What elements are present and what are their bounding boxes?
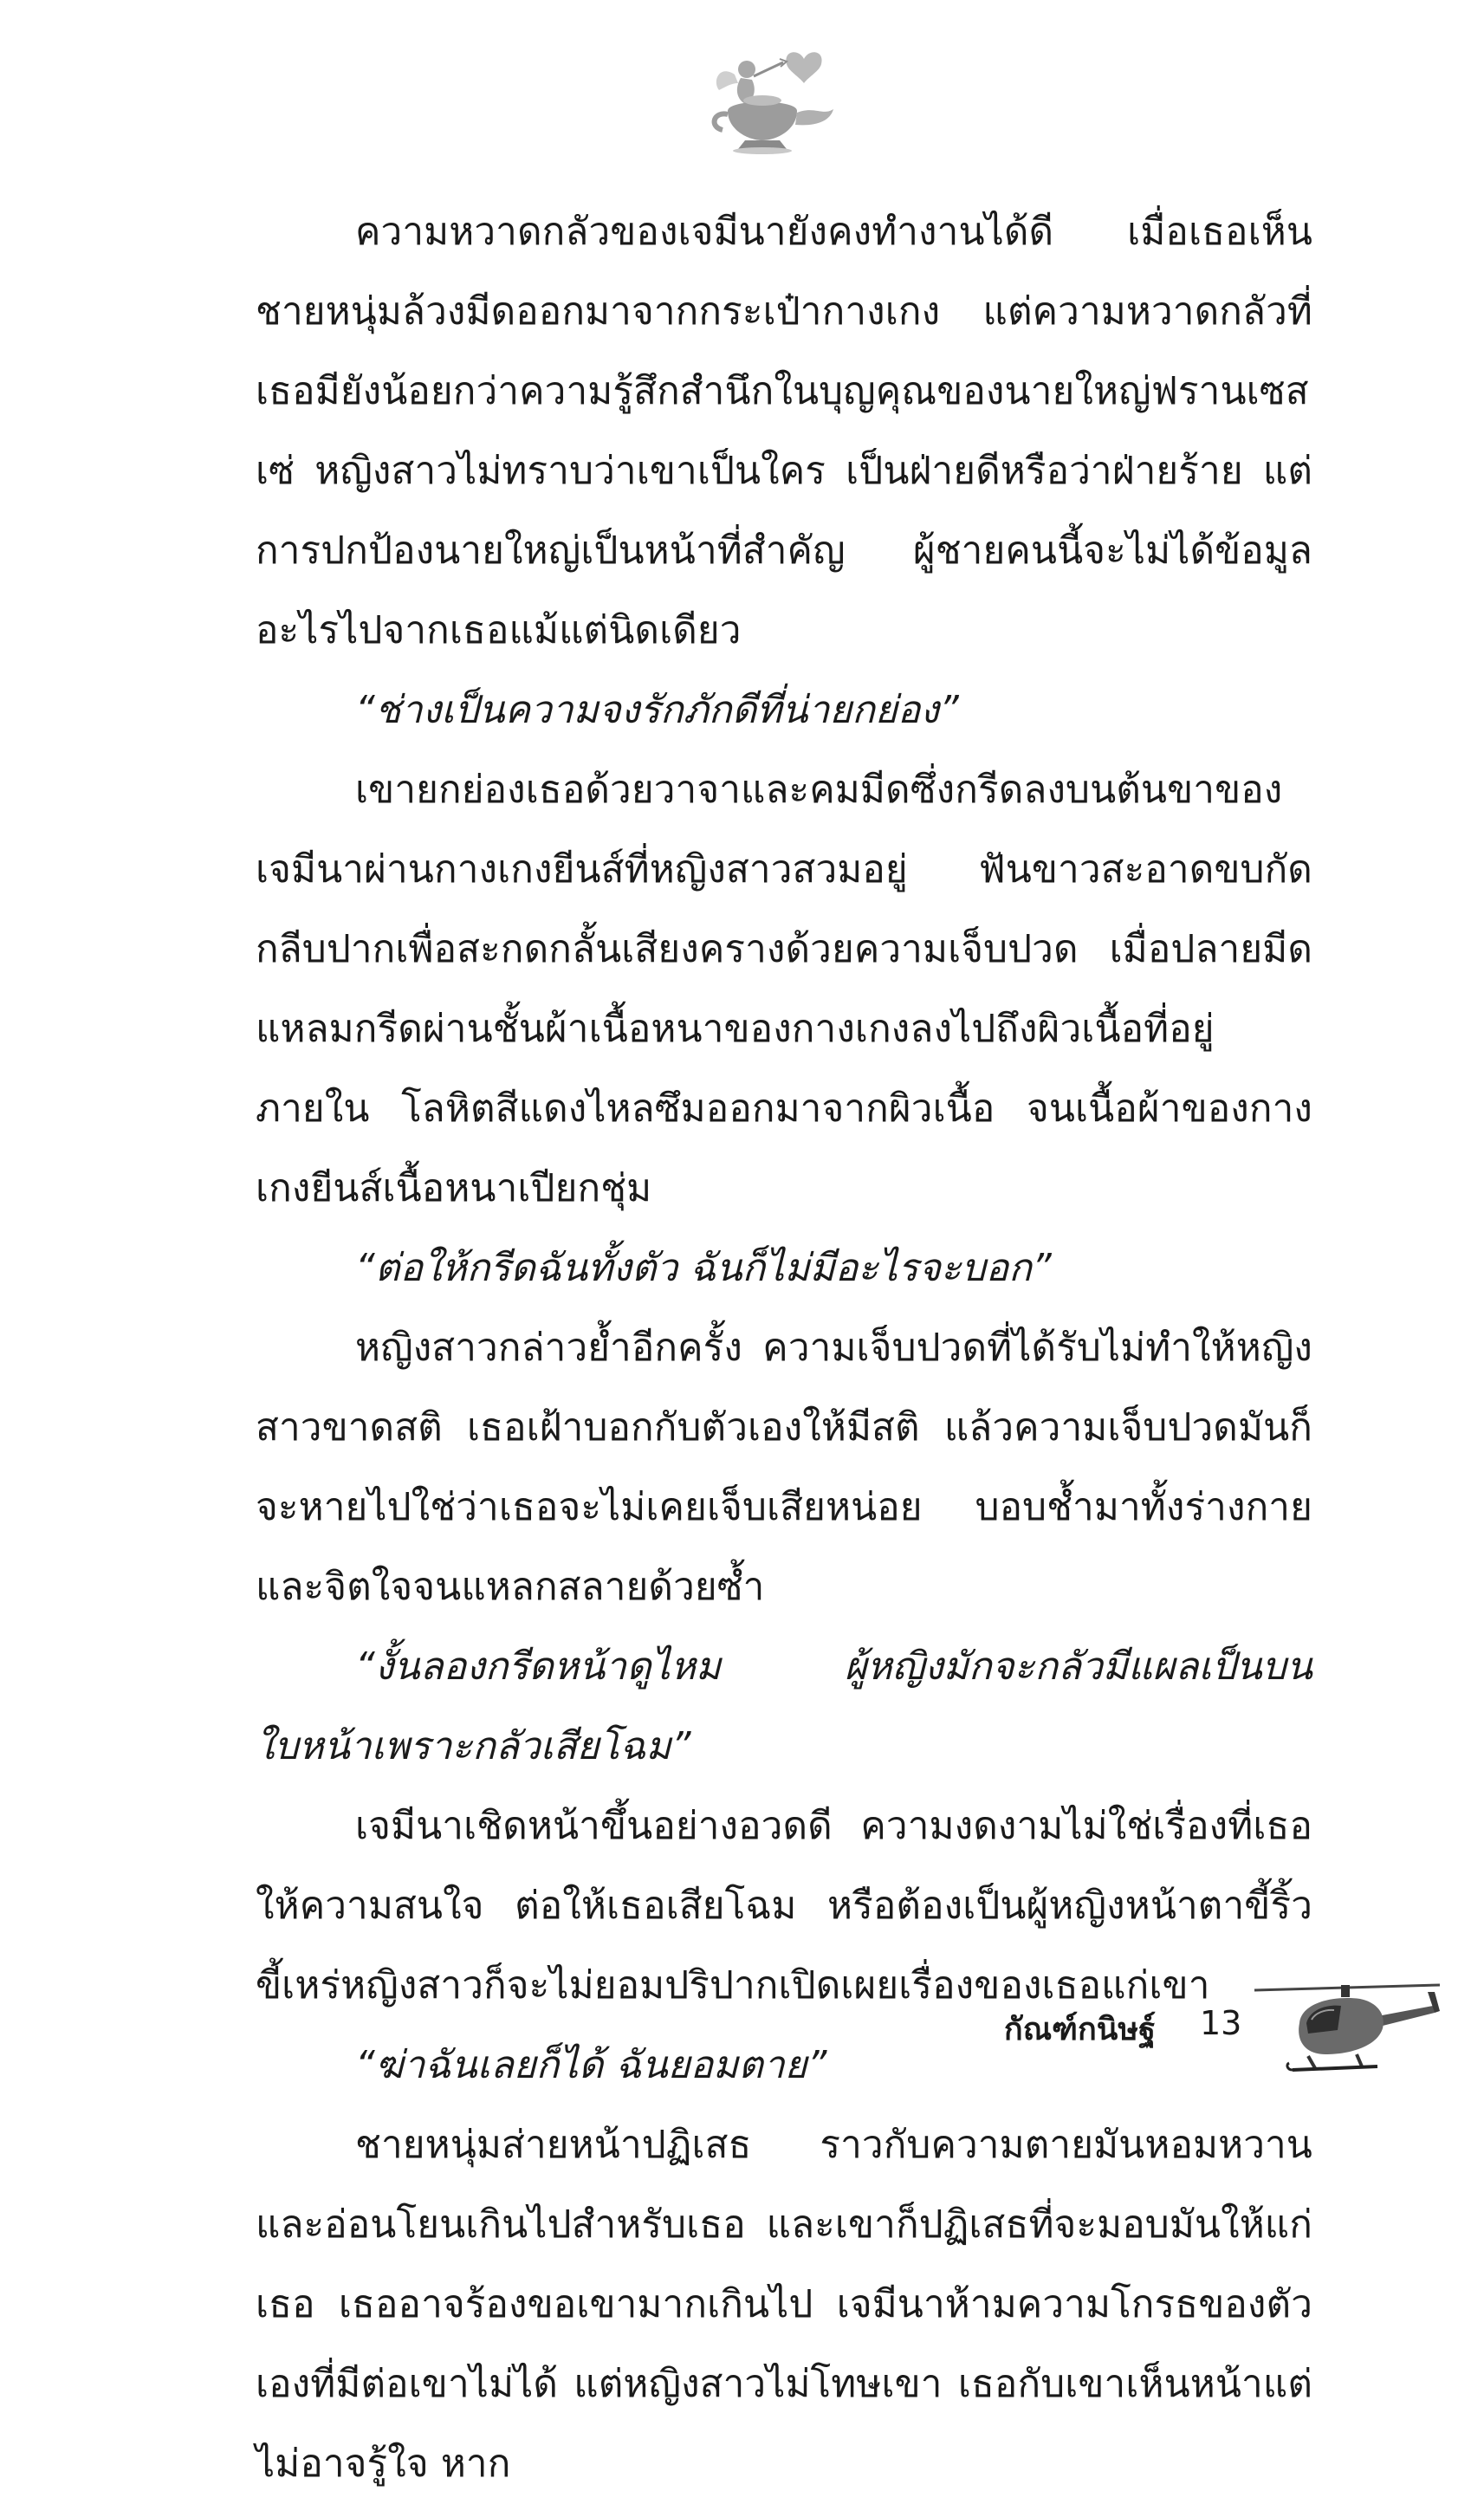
dialogue-line: “ช่างเป็นความจงรักภักดีที่น่ายกย่อง” [355,688,959,732]
paragraph: เขายกย่องเธอด้วยวาจาและคมมีดซึ่งกรีดลงบนต้นขาของเจมีนาผ่านกางเกงยีนส์ที่หญิงสาวสวมอยู่ ฟันขาวสะอาดขบกัดกลีบปากเพื่อสะกดกลั้นเสียงครางด้วยความเจ็บปวด เมื่อปลายมีดแหลมกรีดผ่านชั้นผ้าเนื้อหนาของกางเกงลงไปถึงผิวเนื้อที่อยู่ภายใน โลหิตสีแดงไหลซึมออกมาจากผิวเนื้อ จนเนื้อผ้าของกางเกงยีนส์เนื้อหนาเปียกชุ่ม [256,768,1312,1210]
dialogue-line: “ต่อให้กรีดฉันทั้งตัว ฉันก็ไม่มีอะไรจะบอก” [355,1246,1052,1290]
book-title: กัณฑ์กนิษฐ์ [1003,2012,1156,2047]
dialogue-line: “ฆ่าฉันเลยก็ได้ ฉันยอมตาย” [355,2043,827,2087]
helicopter-icon [1247,1971,1447,2084]
page-number: 13 [1200,2004,1242,2042]
paragraph: หญิงสาวกล่าวย้ำอีกครั้ง ความเจ็บปวดที่ได้รับไม่ทำให้หญิงสาวขาดสติ เธอเฝ้าบอกกับตัวเองให้มีสติ แล้วความเจ็บปวดมันก็จะหายไปใช่ว่าเธอจะไม่เคยเจ็บเสียหน่อย บอบช้ำมาทั้งร่างกายและจิตใจจนแหลกสลายด้วยซ้ำ [256,1326,1312,1609]
paragraph: ความหวาดกลัวของเจมีนายังคงทำงานได้ดี เมื่อเธอเห็นชายหนุ่มล้วงมีดออกมาจากกระเป๋ากางเกง แต่ความหวาดกลัวที่เธอมียังน้อยกว่าความรู้สึกสำนึกในบุญคุณของนายใหญ่ฟรานเซสเซ่ หญิงสาวไม่ทราบว่าเขาเป็นใคร เป็นฝ่ายดีหรือว่าฝ่ายร้าย แต่การปกป้องนายใหญ่เป็นหน้าที่สำคัญ ผู้ชายคนนี้จะไม่ได้ข้อมูลอะไรไปจากเธอแม้แต่นิดเดียว [256,210,1312,652]
page-footer [901,1971,1421,2084]
paragraph: เจมีนาเชิดหน้าขึ้นอย่างอวดดี ความงดงามไม่ใช่เรื่องที่เธอให้ความสนใจ ต่อให้เธอเสียโฉม หรือต้องเป็นผู้หญิงหน้าตาขี้ริ้วขี้เหร่หญิงสาวก็จะไม่ยอมปริปากเปิดเผยเรื่องของเธอแก่เขา [256,1804,1312,2008]
cupid-teapot-ornament-icon [693,43,849,156]
body-text [256,192,1312,2504]
dialogue-line: “งั้นลองกรีดหน้าดูไหม ผู้หญิงมักจะกลัวมีแผลเป็นบนใบหน้าเพราะกลัวเสียโฉม” [256,1644,1312,1768]
paragraph: ชายหนุ่มส่ายหน้าปฏิเสธ ราวกับความตายมันหอมหวานและอ่อนโยนเกินไปสำหรับเธอ และเขาก็ปฏิเสธที่จะมอบมันให้แก่เธอ เธออาจร้องขอเขามากเกินไป เจมีนาห้ามความโกรธของตัวเองที่มีต่อเขาไม่ได้ แต่หญิงสาวไม่โทษเขา เธอกับเขาเห็นหน้าแต่ไม่อาจรู้ใจ หาก [256,2123,1312,2486]
